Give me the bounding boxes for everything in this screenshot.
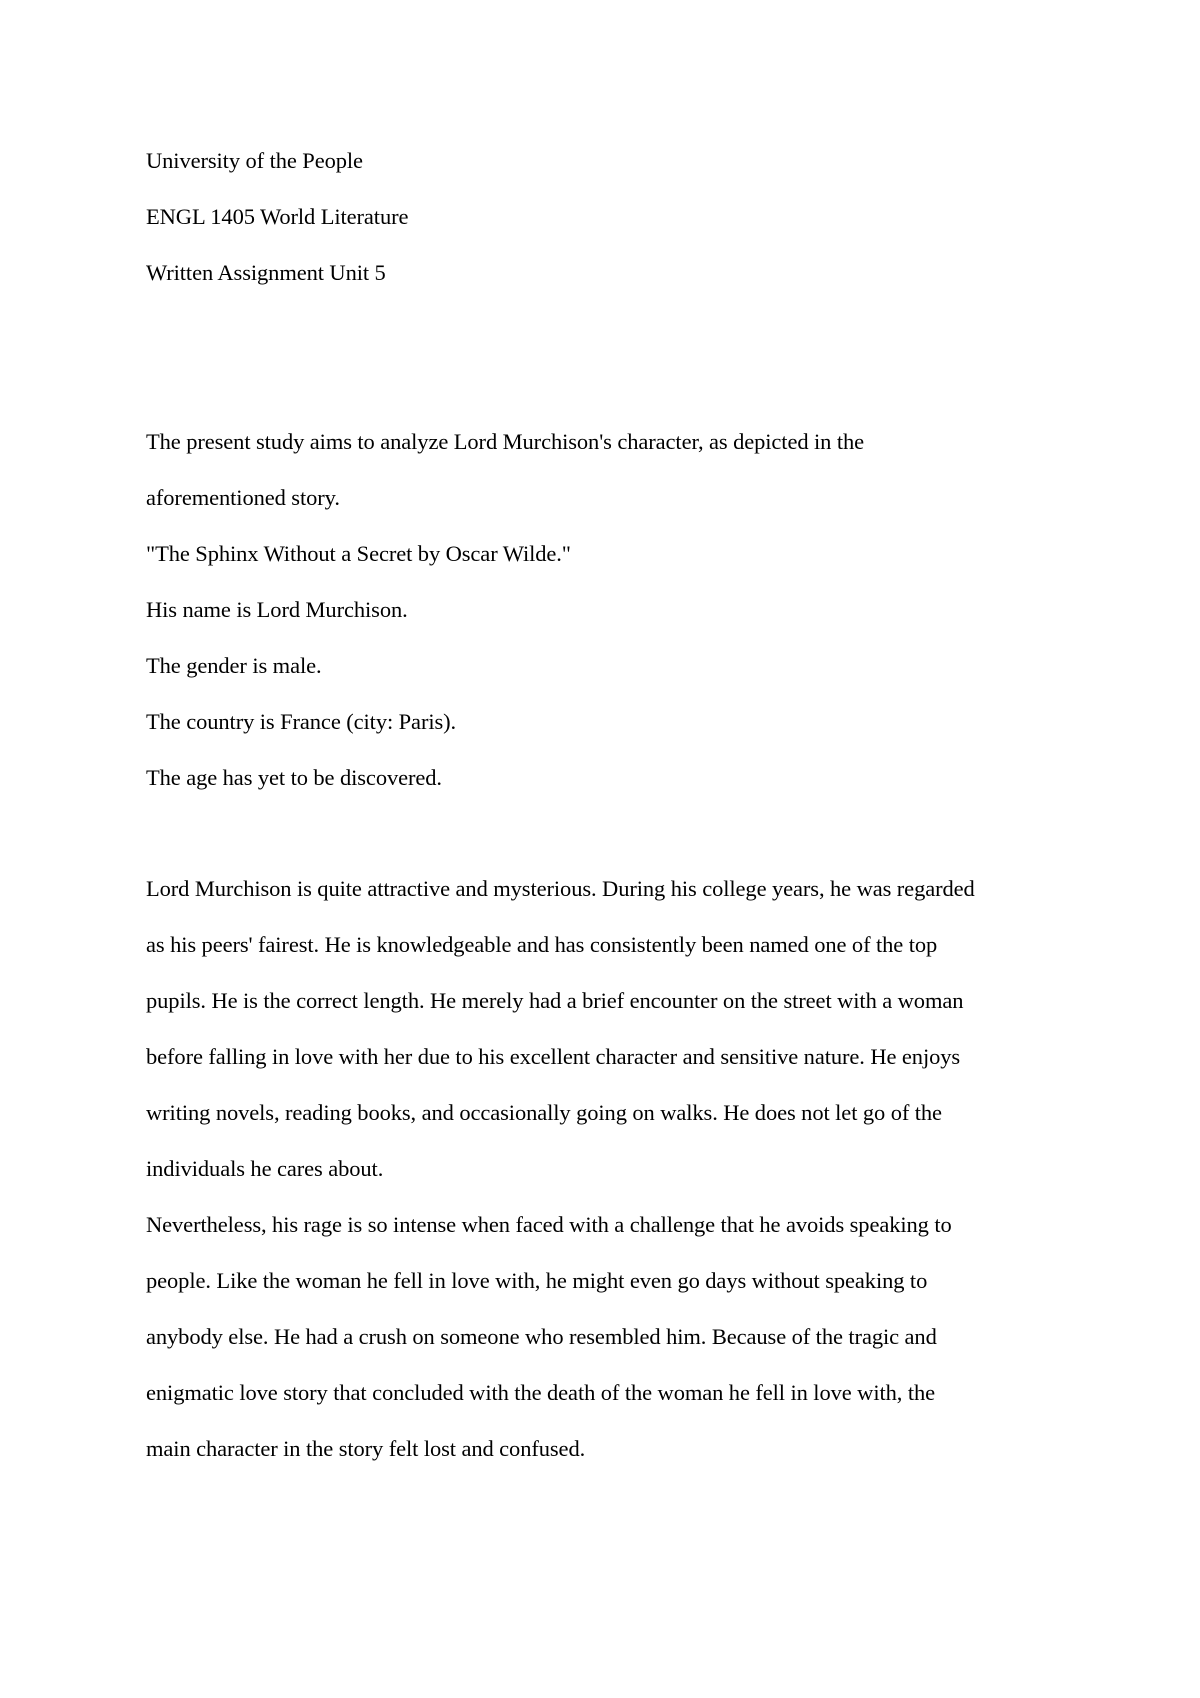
assignment-line: Written Assignment Unit 5: [146, 260, 386, 285]
institution-line: University of the People: [146, 148, 363, 173]
intro-line: The present study aims to analyze Lord Murchison's character, as depicted in the: [146, 429, 865, 454]
paragraph1-line: individuals he cares about.: [146, 1156, 384, 1181]
fact-line-country: The country is France (city: Paris).: [146, 709, 457, 734]
intro-line: aforementioned story.: [146, 485, 340, 510]
paragraph1-line: writing novels, reading books, and occasionally going on walks. He does not let go of the: [146, 1100, 942, 1125]
paragraph1-line: as his peers' fairest. He is knowledgeable and has consistently been named one of the top: [146, 932, 938, 957]
paragraph2-line: people. Like the woman he fell in love with, he might even go days without speaking to: [146, 1268, 928, 1293]
paragraph2-line: anybody else. He had a crush on someone who resembled him. Because of the tragic and: [146, 1324, 937, 1349]
fact-line-gender: The gender is male.: [146, 653, 322, 678]
paragraph1-line: Lord Murchison is quite attractive and mysterious. During his college years, he was regarded: [146, 876, 975, 901]
paragraph1-line: pupils. He is the correct length. He merely had a brief encounter on the street with a woman: [146, 988, 964, 1013]
paragraph2-line: enigmatic love story that concluded with the death of the woman he fell in love with, the: [146, 1380, 936, 1405]
paragraph2-line: main character in the story felt lost and confused.: [146, 1436, 586, 1461]
course-line: ENGL 1405 World Literature: [146, 204, 409, 229]
fact-line-age: The age has yet to be discovered.: [146, 765, 442, 790]
fact-line-story-title: "The Sphinx Without a Secret by Oscar Wilde.": [146, 541, 571, 566]
fact-line-name: His name is Lord Murchison.: [146, 597, 408, 622]
paragraph2-line: Nevertheless, his rage is so intense when faced with a challenge that he avoids speaking to: [146, 1212, 952, 1237]
paragraph1-line: before falling in love with her due to his excellent character and sensitive nature. He enjoys: [146, 1044, 961, 1069]
